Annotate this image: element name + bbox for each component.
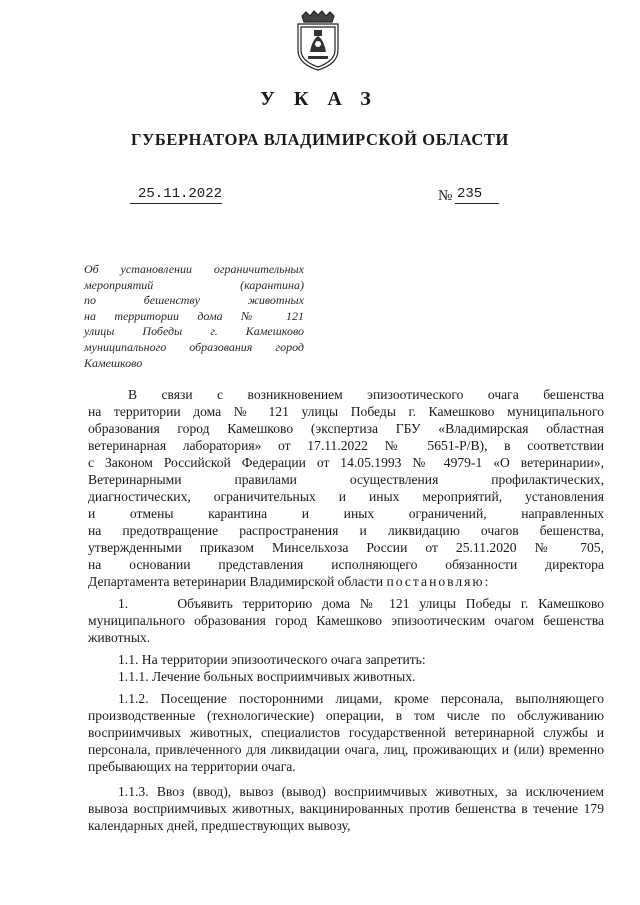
document-number: 235 [455, 186, 499, 204]
subject-line: Камешково [84, 355, 143, 370]
preamble-line: ветеринарная лаборатория» от 17.11.2022 № 5651-Р/В), в соответствии [88, 438, 604, 453]
item-1-1-1: 1.1.1. Лечение больных восприимчивых животных. [118, 669, 416, 684]
subject-line: улицы Победы г. Камешково [84, 324, 304, 339]
document-type: УКАЗ [260, 88, 390, 110]
document-authority: ГУБЕРНАТОРА ВЛАДИМИРСКОЙ ОБЛАСТИ [131, 130, 509, 149]
item-1-1-3: 1.1.3. Ввоз (ввод), вывоз (вывод) восприимчивых животных, за исключением вывоза восприимчивых животных, вакцинированных против бешенства в течение 179 календарных дней, предшествующих вывозу, [88, 784, 604, 833]
preamble [88, 386, 604, 590]
document-number-sign: № [438, 188, 453, 204]
item-1-1-2: 1.1.2. Посещение посторонними лицами, кроме персонала, выполняющего производственные (технологические) операции, в том числе по обслуживанию восприимчивых животных, специалистов государственной ветеринарной службы и персонала, привлеченного для ликвидации очага, лиц, проживающих и (или) временно пребывающих на территории очага. [88, 691, 604, 774]
subject-line: мероприятий (карантина) [84, 277, 304, 292]
preamble-line: с Законом Российской Федерации от 14.05.1993 № 4979-1 «О ветеринарии», [88, 455, 604, 470]
document-body [88, 386, 604, 834]
document-date: 25.11.2022 [130, 186, 222, 204]
coat-of-arms-icon [292, 10, 344, 72]
subject-line: муниципального образования город [84, 339, 304, 354]
subject-line: по бешенству животных [84, 293, 304, 308]
preamble-line: Департамента ветеринарии Владимирской области [88, 574, 384, 589]
preamble-line: и отмены карантина и иных ограничений, направленных [88, 506, 604, 521]
subject-line: Об установлении ограничительных [84, 262, 304, 276]
preamble-line: Ветеринарными правилами осуществления профилактических, [88, 472, 604, 487]
preamble-line: утвержденными приказом Минсельхоза России от 25.11.2020 № 705, [88, 540, 604, 555]
preamble-line: на предотвращение распространения и ликвидацию очагов бешенства, [88, 523, 604, 538]
preamble-line: В связи с возникновением эпизоотического очага бешенства [128, 387, 604, 402]
preamble-line: образования город Камешково (экспертиза ГБУ «Владимирская областная [88, 421, 604, 436]
document-subject [84, 262, 304, 371]
item-1 [88, 595, 604, 646]
item-1-1: 1.1. На территории эпизоотического очага запретить: [118, 652, 426, 667]
preamble-line: на территории дома № 121 улицы Победы г. Камешково муниципального [88, 404, 604, 419]
subject-line: на территории дома № 121 [84, 308, 304, 323]
item-1-number: 1. [118, 596, 129, 611]
item-1-text: Объявить территорию дома № 121 улицы Победы г. Камешково муниципального образования город Камешково эпизоотическим очагом бешенства животных. [88, 596, 605, 645]
decree-word: постановляю: [386, 574, 491, 589]
preamble-line: на основании представления исполняющего обязанности директора [88, 557, 604, 572]
preamble-line: диагностических, ограничительных и иных мероприятий, установления [88, 489, 604, 504]
